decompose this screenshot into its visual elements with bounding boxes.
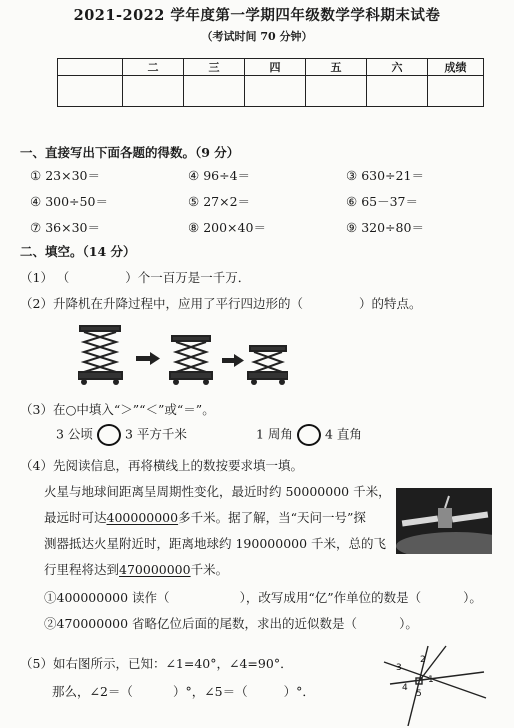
score-table-blank-row — [58, 76, 484, 107]
score-col-2: 二 — [123, 59, 184, 76]
calc-item: ⑤ 27×2＝ — [188, 194, 251, 209]
angle-label: 3 — [396, 663, 402, 673]
score-col-5: 五 — [306, 59, 367, 76]
reading-text: 最远时可达400000000多千米。据了解，当“天问一号”探 — [44, 510, 366, 525]
score-col-4: 四 — [245, 59, 306, 76]
angle-label: 4 — [402, 683, 408, 693]
score-table — [57, 58, 484, 107]
angle-label: 1 — [428, 675, 434, 685]
score-table-header — [58, 59, 484, 76]
question-4: （4）先阅读信息，再将横线上的数按要求填一填。 — [20, 458, 303, 473]
calc-item: ⑦ 36×30＝ — [30, 220, 100, 235]
exam-duration: （考试时间 70 分钟） — [201, 30, 313, 43]
calc-item: ① 23×30＝ — [30, 168, 100, 183]
reading-text: 行里程将达到470000000千米。 — [44, 562, 229, 577]
question-1: （1） （ ）个一百万是一千万． — [20, 270, 251, 285]
question-5-answer-line: 那么，∠2＝（ ）°，∠5＝（ ）°． — [52, 684, 315, 699]
score-col-1 — [58, 59, 123, 76]
question-4-sub-2: ②470000000 省略亿位后面的尾数，求出的近似数是（ ）。 — [44, 616, 418, 631]
question-3-compare-b: 1 周角 4 直角 — [256, 424, 362, 446]
score-col-3: 三 — [184, 59, 245, 76]
score-col-6: 六 — [367, 59, 428, 76]
tianwen-probe-photo — [396, 488, 492, 554]
compare-circle[interactable] — [97, 424, 121, 446]
page-title: 2021-2022 学年度第一学期四年级数学学科期末试卷 — [73, 7, 441, 24]
calc-item: ④ 300÷50＝ — [30, 194, 108, 209]
angle-label: 5 — [416, 689, 422, 699]
calc-item: ④ 96÷4＝ — [188, 168, 251, 183]
section2-heading: 二、填空。（14 分） — [20, 244, 136, 259]
reading-text: 火星与地球间距离呈周期性变化，最近时约 50000000 千米， — [44, 484, 391, 499]
calc-item: ③ 630÷21＝ — [346, 168, 424, 183]
calc-item: ⑧ 200×40＝ — [188, 220, 266, 235]
reading-text: 测器抵达火星附近时，距离地球约 190000000 千米，总的飞 — [44, 536, 387, 551]
score-col-total: 成绩 — [428, 59, 484, 76]
question-2: （2）升降机在升降过程中，应用了平行四边形的（ ）的特点。 — [20, 296, 422, 311]
compare-circle[interactable] — [297, 424, 321, 446]
section1-heading: 一、直接写出下面各题的得数。（9 分） — [20, 145, 240, 160]
question-3-compare-a: 3 公顷 3 平方千米 — [56, 424, 187, 446]
angle-label: 2 — [420, 655, 426, 665]
question-3: （3）在○中填入“＞”“＜”或“＝”。 — [20, 402, 215, 417]
angle-diagram — [380, 642, 490, 726]
question-4-sub-1: ①400000000 读作（ ），改写成用“亿”作单位的数是（ ）。 — [44, 590, 482, 605]
calc-item: ⑨ 320÷80＝ — [346, 220, 424, 235]
question-5: （5）如右图所示，已知：∠1=40°，∠4=90°． — [20, 656, 293, 671]
calc-item: ⑥ 65－37＝ — [346, 194, 419, 209]
scissor-lift-illustration — [78, 324, 288, 386]
probe-image — [396, 488, 492, 554]
